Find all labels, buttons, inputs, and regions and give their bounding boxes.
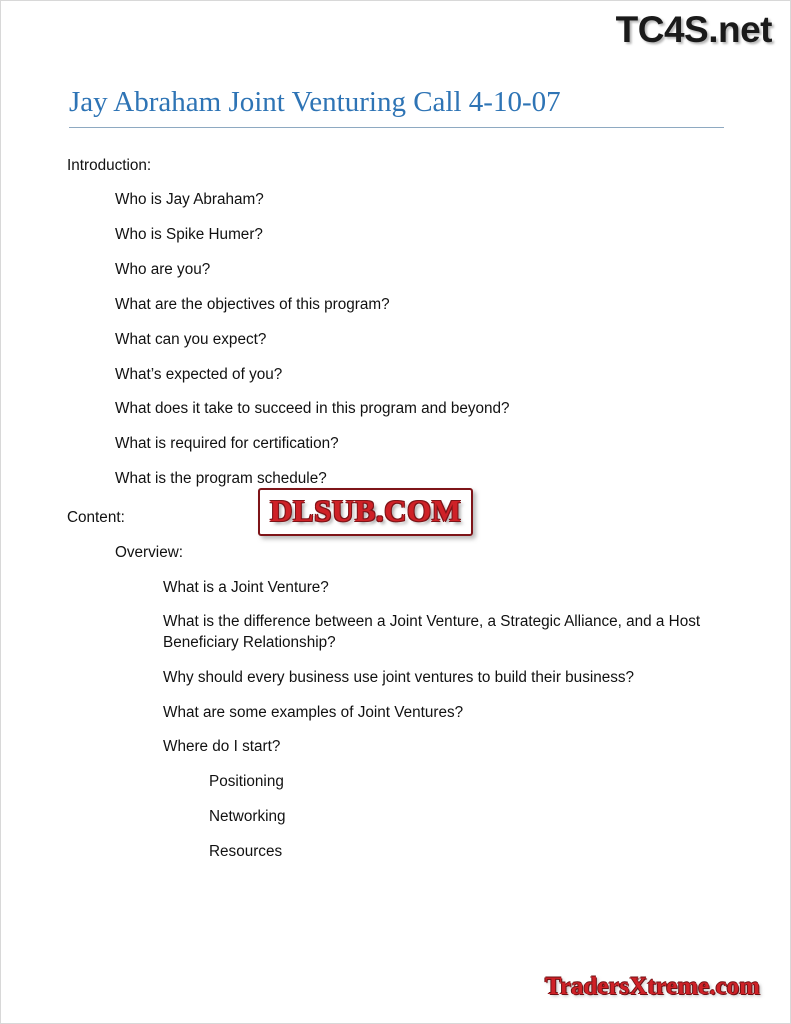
outline-item: What’s expected of you?	[115, 365, 283, 383]
outline-item: What does it take to succeed in this program and beyond?	[115, 400, 510, 418]
outline-subitem: Networking	[209, 808, 286, 826]
outline-subitem: Resources	[209, 842, 283, 860]
outline-item: What is required for certification?	[115, 435, 339, 453]
page-title: Jay Abraham Joint Venturing Call 4-10-07	[69, 86, 561, 118]
outline-item: Who is Spike Humer?	[115, 226, 263, 244]
outline-item: Who is Jay Abraham?	[115, 191, 264, 209]
outline-item: What are the objectives of this program?	[115, 295, 390, 313]
site-watermark-top: TC4S.net	[615, 9, 772, 50]
title-block	[69, 87, 724, 128]
outline-subitem: Positioning	[209, 773, 284, 791]
outline-item: What are some examples of Joint Ventures?	[163, 703, 464, 721]
outline-item: What is the difference between a Joint Venture, a Strategic Alliance, and a Host Beneficiary Relationship?	[163, 613, 701, 651]
outline-item: Who are you?	[115, 261, 211, 279]
title-divider	[69, 127, 724, 128]
outline-item: What is the program schedule?	[115, 470, 327, 488]
subsection-heading-overview: Overview:	[115, 543, 183, 561]
outline-item: What is a Joint Venture?	[163, 578, 329, 596]
outline-item: What can you expect?	[115, 330, 267, 348]
stamp-watermark-center: DLSUB.COM	[258, 488, 473, 536]
section-heading-introduction: Introduction:	[67, 157, 152, 174]
outline-item: Where do I start?	[163, 738, 281, 756]
site-watermark-footer: TradersXtreme.com	[545, 973, 760, 1000]
section-heading-content: Content:	[67, 509, 125, 527]
outline-item: Why should every business use joint ventures to build their business?	[163, 668, 635, 686]
